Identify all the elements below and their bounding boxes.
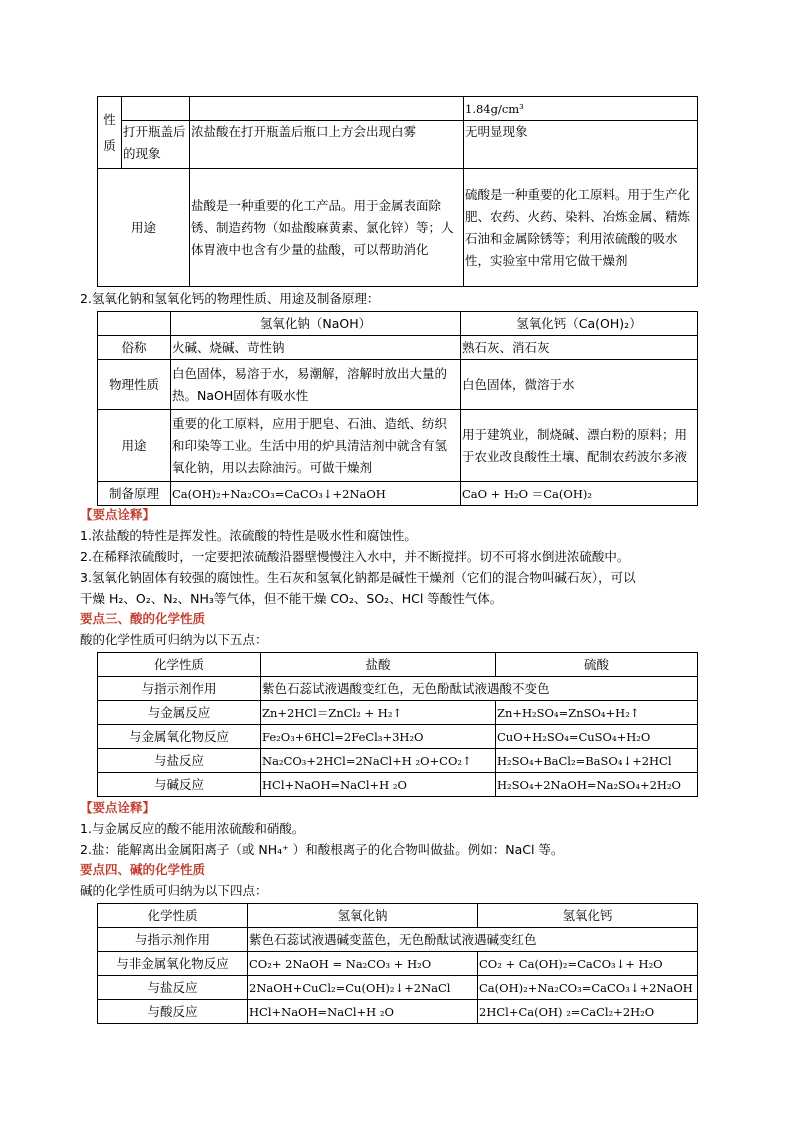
acid-header-property: 化学性质 <box>98 653 261 677</box>
acid-metal-label: 与金属反应 <box>98 701 261 725</box>
notes-2-line-2: 2.盐：能解离出金属阳离子（或 NH₄⁺ ）和酸根离子的化合物叫做盐。例如：NaCl 等。 <box>80 842 564 857</box>
acid-base-h2so4: H₂SO₄+2NaOH=Na₂SO₄+2H₂O <box>496 773 698 797</box>
acid-salt-hcl: Na₂CO₃+2HCl=2NaCl+H ₂O+CO₂↑ <box>261 749 496 773</box>
base-nonmetal-oxide-caoh: CO₂ + Ca(OH)₂=CaCO₃↓+ H₂O <box>478 952 698 976</box>
acid-base-label: 与碱反应 <box>98 773 261 797</box>
acid-header-h2so4: 硫酸 <box>496 653 698 677</box>
use-hcl: 盐酸是一种重要的化工产品。用于金属表面除锈、制造药物（如盐酸麻黄素、氯化锌）等；人体胃液中也含有少量的盐酸，可以帮助消化 <box>190 169 464 287</box>
property-label-cell <box>98 97 122 169</box>
empty-header-cell <box>98 312 171 336</box>
acid-properties-table <box>97 96 698 287</box>
base-acid-naoh: HCl+NaOH=NaCl+H ₂O <box>248 1000 478 1024</box>
acid-oxide-label: 与金属氧化物反应 <box>98 725 261 749</box>
base-indicator-text: 紫色石蕊试液遇碱变蓝色，无色酚酞试液遇碱变红色 <box>248 928 698 952</box>
empty-cell <box>122 97 190 121</box>
acid-metal-h2so4: Zn+H₂SO₄=ZnSO₄+H₂↑ <box>496 701 698 725</box>
acid-salt-h2so4: H₂SO₄+BaCl₂=BaSO₄↓+2HCl <box>496 749 698 773</box>
acid-base-hcl: HCl+NaOH=NaCl+H ₂O <box>261 773 496 797</box>
notes-1-title: 【要点诠释】 <box>80 507 156 522</box>
acid-chemistry-table <box>97 652 698 797</box>
base-physical-table <box>97 311 698 506</box>
section-4-intro: 碱的化学性质可归纳为以下四点： <box>80 883 268 898</box>
acid-header-hcl: 盐酸 <box>261 653 496 677</box>
base-header-property: 化学性质 <box>98 904 248 928</box>
usage-caoh: 用于建筑业，制烧碱、漂白粉的原料；用于农业改良酸性土壤、配制农药波尔多液 <box>461 410 698 482</box>
usage-label: 用途 <box>98 410 171 482</box>
common-name-caoh: 熟石灰、消石灰 <box>461 336 698 360</box>
notes-1-line-4: 干燥 H₂、O₂、N₂、NH₃等气体，但不能干燥 CO₂、SO₂、HCl 等酸性气体。 <box>80 591 503 606</box>
common-name-label: 俗称 <box>98 336 171 360</box>
notes-1-line-1: 1.浓盐酸的特性是挥发性。浓硫酸的特性是吸水性和腐蚀性。 <box>80 528 417 543</box>
use-h2so4: 硫酸是一种重要的化工原料。用于生产化肥、农药、火药、染料、冶炼金属、精炼石油和金属除锈等；利用浓硫酸的吸水性，实验室中常用它做干燥剂 <box>464 169 698 287</box>
section-3-intro: 酸的化学性质可归纳为以下五点： <box>80 632 268 647</box>
acid-oxide-h2so4: CuO+H₂SO₄=CuSO₄+H₂O <box>496 725 698 749</box>
section-4-title: 要点四、碱的化学性质 <box>80 862 206 877</box>
use-label: 用途 <box>98 169 190 287</box>
base-chemistry-table <box>97 903 698 1024</box>
base-acid-label: 与酸反应 <box>98 1000 248 1024</box>
acid-indicator-text: 紫色石蕊试液遇酸变红色，无色酚酞试液遇酸不变色 <box>261 677 698 701</box>
preparation-label: 制备原理 <box>98 482 171 506</box>
open-cap-label: 打开瓶盖后的现象 <box>122 121 190 169</box>
section-2-title: 2.氢氧化钠和氢氧化钙的物理性质、用途及制备原理： <box>80 291 380 306</box>
base-header-naoh: 氢氧化钠 <box>248 904 478 928</box>
base-salt-caoh: Ca(OH)₂+Na₂CO₃=CaCO₃↓+2NaOH <box>478 976 698 1000</box>
header-naoh: 氢氧化钠（NaOH） <box>171 312 461 336</box>
density-hcl-cell <box>190 97 464 121</box>
notes-1-line-3: 3.氢氧化钠固体有较强的腐蚀性。生石灰和氢氧化钠都是碱性干燥剂（它们的混合物叫碱石灰），可以 <box>80 570 636 585</box>
open-cap-hcl: 浓盐酸在打开瓶盖后瓶口上方会出现白雾 <box>190 121 464 169</box>
base-acid-caoh: 2HCl+Ca(OH) ₂=CaCl₂+2H₂O <box>478 1000 698 1024</box>
common-name-naoh: 火碱、烧碱、苛性钠 <box>171 336 461 360</box>
open-cap-h2so4: 无明显现象 <box>464 121 698 169</box>
physical-property-caoh: 白色固体，微溶于水 <box>461 360 698 410</box>
preparation-caoh: CaO + H₂O ＝Ca(OH)₂ <box>461 482 698 506</box>
base-salt-label: 与盐反应 <box>98 976 248 1000</box>
property-char-1: 性 <box>103 111 116 127</box>
acid-indicator-label: 与指示剂作用 <box>98 677 261 701</box>
acid-metal-hcl: Zn+2HCl＝ZnCl₂ + H₂↑ <box>261 701 496 725</box>
preparation-naoh: Ca(OH)₂+Na₂CO₃=CaCO₃↓+2NaOH <box>171 482 461 506</box>
header-caoh: 氢氧化钙（Ca(OH)₂） <box>461 312 698 336</box>
notes-1-line-2: 2.在稀释浓硫酸时，一定要把浓硫酸沿器壁慢慢注入水中，并不断搅拌。切不可将水倒进浓硫酸中。 <box>80 549 630 564</box>
base-nonmetal-oxide-naoh: CO₂+ 2NaOH = Na₂CO₃ + H₂O <box>248 952 478 976</box>
base-indicator-label: 与指示剂作用 <box>98 928 248 952</box>
notes-2-line-1: 1.与金属反应的酸不能用浓硫酸和硝酸。 <box>80 821 305 836</box>
physical-property-label: 物理性质 <box>98 360 171 410</box>
base-salt-naoh: 2NaOH+CuCl₂=Cu(OH)₂↓+2NaCl <box>248 976 478 1000</box>
usage-naoh: 重要的化工原料，应用于肥皂、石油、造纸、纺织和印染等工业。生活中用的炉具清洁剂中就含有氢氧化钠，用以去除油污。可做干燥剂 <box>171 410 461 482</box>
base-header-caoh: 氢氧化钙 <box>478 904 698 928</box>
base-nonmetal-oxide-label: 与非金属氧化物反应 <box>98 952 248 976</box>
physical-property-naoh: 白色固体，易溶于水，易潮解，溶解时放出大量的热。NaOH固体有吸水性 <box>171 360 461 410</box>
density-h2so4-cell: 1.84g/cm³ <box>464 97 698 121</box>
notes-2-title: 【要点诠释】 <box>80 800 156 815</box>
acid-oxide-hcl: Fe₂O₃+6HCl=2FeCl₃+3H₂O <box>261 725 496 749</box>
property-char-2: 质 <box>103 137 116 153</box>
section-3-title: 要点三、酸的化学性质 <box>80 611 206 626</box>
acid-salt-label: 与盐反应 <box>98 749 261 773</box>
